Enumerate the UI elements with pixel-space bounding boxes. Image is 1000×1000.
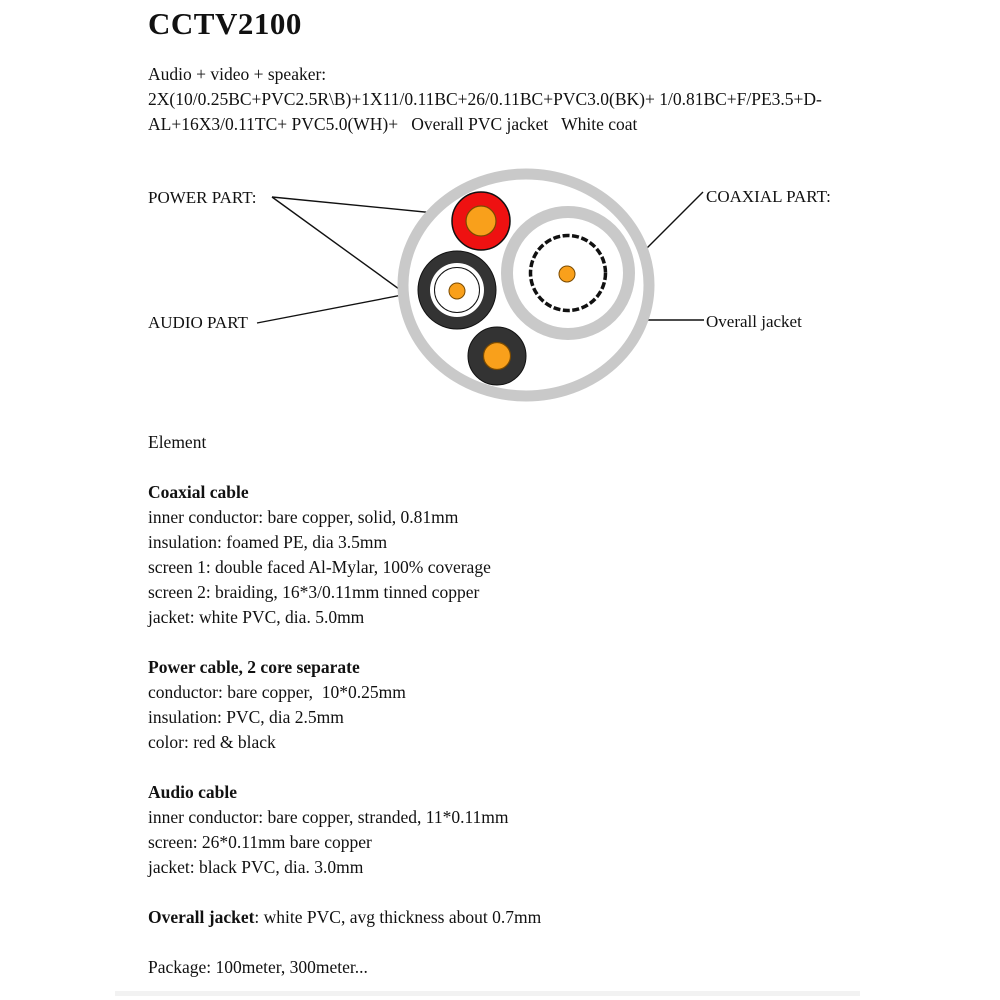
overall-jacket-label: Overall jacket xyxy=(706,312,802,331)
leader-line-power-red xyxy=(272,197,455,215)
description-line: Audio + video + speaker: xyxy=(148,64,327,84)
overall-jacket-heading: Overall jacket xyxy=(148,907,255,927)
element-specifications xyxy=(148,430,788,980)
audio-inner-conductor xyxy=(449,283,465,299)
overall-jacket-ring xyxy=(403,174,649,396)
overall-jacket-spec xyxy=(148,905,788,930)
spec-line: insulation: foamed PE, dia 3.5mm xyxy=(148,532,388,552)
element-section-label: Element xyxy=(148,432,207,452)
cable-construction-description xyxy=(148,62,888,137)
coaxial-part-label: COAXIAL PART: xyxy=(706,187,831,206)
power-part-label: POWER PART: xyxy=(148,188,257,207)
spec-line: inner conductor: bare copper, solid, 0.81mm xyxy=(148,507,459,527)
section-heading: Audio cable xyxy=(148,782,237,802)
audio-insulation-circle xyxy=(435,268,480,313)
power-red-conductor xyxy=(466,206,496,236)
power-black-conductor xyxy=(484,343,511,370)
audio-part-label: AUDIO PART xyxy=(148,313,248,332)
coaxial-cable-section xyxy=(148,480,788,630)
power-red-insulation xyxy=(452,192,510,250)
leader-line-audio xyxy=(257,291,423,323)
spec-line: screen 2: braiding, 16*3/0.11mm tinned copper xyxy=(148,582,480,602)
page-title: CCTV2100 xyxy=(148,6,302,41)
spec-line: screen: 26*0.11mm bare copper xyxy=(148,832,372,852)
leader-line-power-black xyxy=(272,197,486,352)
coax-jacket-ring xyxy=(507,212,629,334)
section-heading: Coaxial cable xyxy=(148,482,249,502)
leader-line-coaxial xyxy=(624,192,703,271)
scan-artifact-band xyxy=(115,991,860,996)
spec-line: insulation: PVC, dia 2.5mm xyxy=(148,707,344,727)
audio-jacket-ring xyxy=(418,251,496,329)
spec-line: conductor: bare copper, 10*0.25mm xyxy=(148,682,406,702)
power-black-insulation xyxy=(468,327,526,385)
section-heading: Power cable, 2 core separate xyxy=(148,657,360,677)
spec-line: jacket: black PVC, dia. 3.0mm xyxy=(148,857,364,877)
description-line: AL+16X3/0.11TC+ PVC5.0(WH)+ Overall PVC jacket White coat xyxy=(148,114,638,134)
power-cable-section xyxy=(148,655,788,755)
spec-line: color: red & black xyxy=(148,732,276,752)
spec-line: jacket: white PVC, dia. 5.0mm xyxy=(148,607,365,627)
overall-jacket-text: : white PVC, avg thickness about 0.7mm xyxy=(254,907,542,927)
description-line: 2X(10/0.25BC+PVC2.5R\B)+1X11/0.11BC+26/0.11BC+PVC3.0(BK)+ 1/0.81BC+F/PE3.5+D- xyxy=(148,89,822,109)
audio-inner-white xyxy=(430,263,484,317)
coax-inner-conductor xyxy=(559,266,575,282)
audio-cable-section xyxy=(148,780,788,880)
package-info: Package: 100meter, 300meter... xyxy=(148,957,368,977)
spec-line: inner conductor: bare copper, stranded, 11*0.11mm xyxy=(148,807,509,827)
spec-line: screen 1: double faced Al-Mylar, 100% coverage xyxy=(148,557,491,577)
coax-braid-screen xyxy=(531,236,606,311)
